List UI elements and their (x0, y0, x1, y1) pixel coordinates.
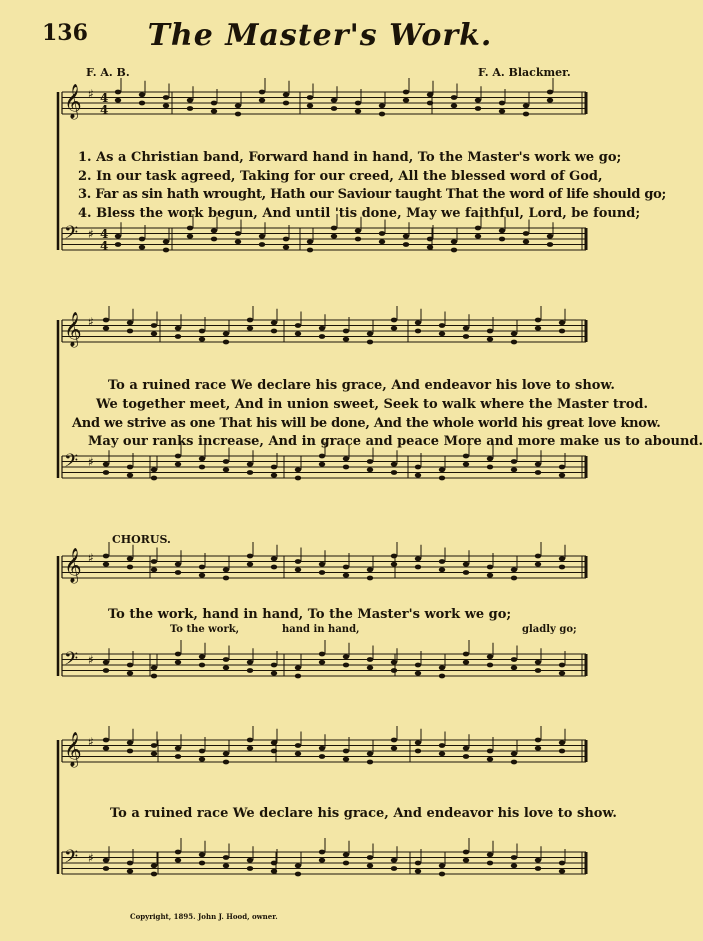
sharp-icon: ♯ (88, 735, 94, 749)
chorus-echo-3: gladly go; (522, 624, 577, 635)
page-number: 136 (42, 20, 88, 46)
svg-text:4: 4 (100, 239, 109, 253)
verse-2-line-2: We together meet, And in union sweet, Seek to walk where the Master trod. (96, 397, 648, 412)
sharp-icon: ♯ (88, 653, 94, 667)
copyright-notice: Copyright, 1895. John J. Hood, owner. (130, 912, 278, 921)
bass-staff (62, 640, 586, 678)
bass-clef-icon: 𝄢 (64, 451, 79, 476)
treble-clef-icon: 𝄞 (64, 732, 82, 767)
sharp-icon: ♯ (88, 227, 94, 241)
chorus-label: CHORUS. (112, 533, 171, 546)
treble-clef-icon: 𝄞 (64, 312, 82, 347)
verse-1-line-2: To a ruined race We declare his grace, And endeavor his love to show. (108, 378, 615, 393)
bass-clef-icon: 𝄢 (64, 223, 79, 248)
treble-staff (62, 306, 586, 348)
treble-clef-icon: 𝄞 (64, 548, 82, 583)
svg-text:4: 4 (100, 91, 109, 105)
chorus-line-1: To the work, hand in hand, To the Master's work we go; (108, 607, 512, 622)
verse-2-line-1: 2. In our task agreed, Taking for our creed, All the blessed word of God, (78, 169, 603, 184)
bass-staff (62, 838, 586, 876)
verse-3-line-2: And we strive as one That his will be done, And the whole world his great love know. (72, 416, 661, 431)
svg-text:4: 4 (100, 227, 109, 241)
sharp-icon: ♯ (88, 455, 94, 469)
sharp-icon: ♯ (88, 851, 94, 865)
sharp-icon: ♯ (88, 551, 94, 565)
hymn-title: The Master's Work. (147, 18, 493, 53)
verse-4-line-2: May our ranks increase, And in grace and peace More and more make us to abound. (88, 434, 703, 449)
composer-credit: F. A. Blackmer. (478, 66, 571, 79)
treble-staff (62, 542, 586, 584)
bass-clef-icon: 𝄢 (64, 847, 79, 872)
sharp-icon: ♯ (88, 315, 94, 329)
treble-staff (62, 78, 586, 120)
svg-text:4: 4 (100, 103, 109, 117)
treble-staff (62, 726, 586, 768)
treble-clef-icon: 𝄞 (64, 84, 82, 119)
sharp-icon: ♯ (88, 87, 94, 101)
verse-3-line-1: 3. Far as sin hath wrought, Hath our Saviour taught That the word of life should go; (78, 187, 666, 202)
chorus-echo-2: hand in hand, (282, 624, 360, 635)
chorus-line-2: To a ruined race We declare his grace, And endeavor his love to show. (110, 806, 617, 821)
bass-clef-icon: 𝄢 (64, 649, 79, 674)
verse-4-line-1: 4. Bless the work begun, And until 'tis done, May we faithful, Lord, be found; (78, 206, 641, 221)
chorus-echo-1: To the work, (170, 624, 240, 635)
lyricist-credit: F. A. B. (86, 66, 130, 79)
verse-1-line-1: 1. As a Christian band, Forward hand in hand, To the Master's work we go; (78, 150, 622, 165)
